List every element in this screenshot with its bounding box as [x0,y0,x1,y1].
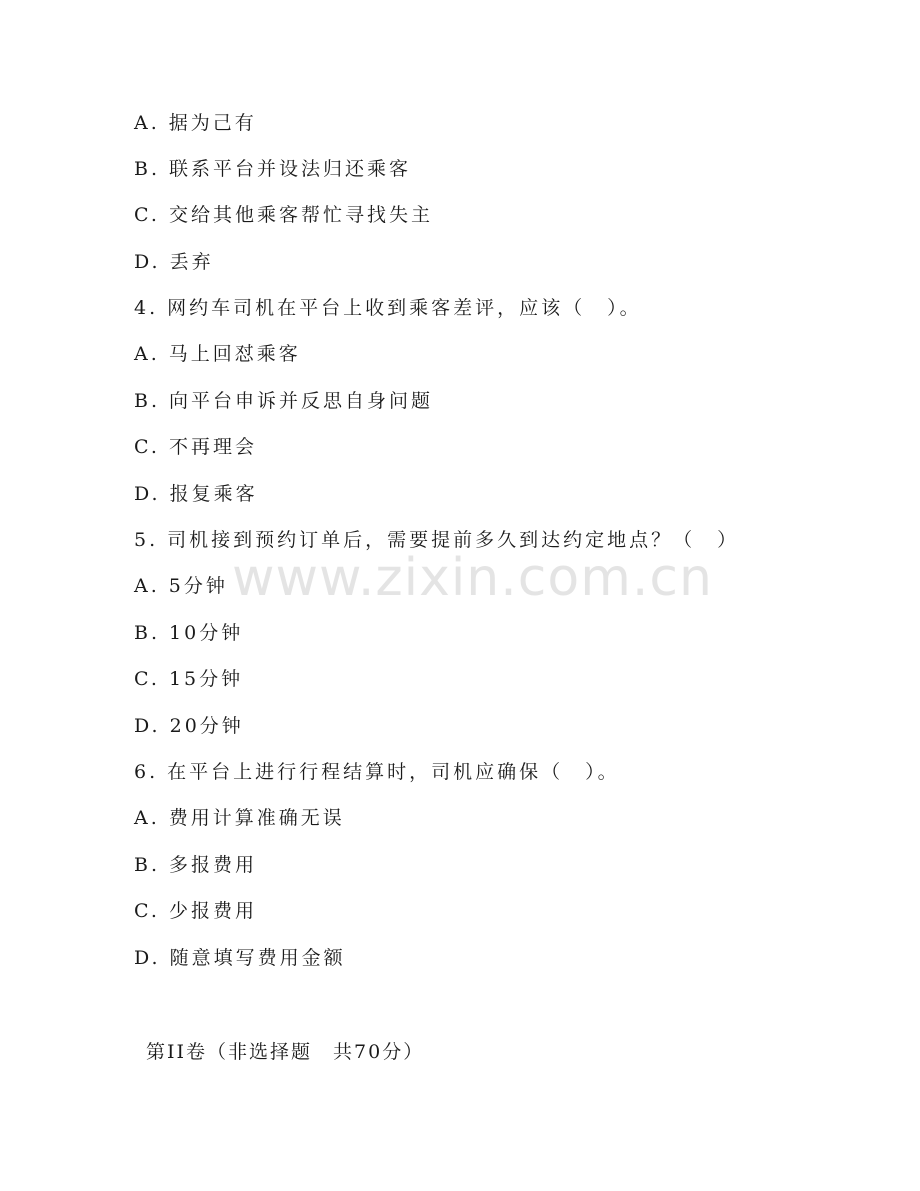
option-b-q6: B. 多报费用 [134,854,258,876]
option-d-q3: D. 丢弃 [134,251,214,273]
option-a-q4: A. 马上回怼乘客 [134,343,301,365]
option-a-q3: A. 据为己有 [134,112,257,134]
option-d-q6: D. 随意填写费用金额 [134,947,346,969]
option-d-q5: D. 20分钟 [134,715,244,737]
question-4: 4. 网约车司机在平台上收到乘客差评，应该（ ）。 [134,297,642,319]
section-heading: 第II卷（非选择题 共70分） [146,1041,425,1063]
option-a-q6: A. 费用计算准确无误 [134,807,345,829]
option-b-q4: B. 向平台申诉并反思自身问题 [134,390,434,412]
option-b-q3: B. 联系平台并设法归还乘客 [134,158,412,180]
option-b-q5: B. 10分钟 [134,622,244,644]
option-c-q4: C. 不再理会 [134,436,257,458]
option-c-q3: C. 交给其他乘客帮忙寻找失主 [134,204,433,226]
option-c-q6: C. 少报费用 [134,900,257,922]
option-a-q5: A. 5分钟 [134,575,228,597]
question-6: 6. 在平台上进行行程结算时，司机应确保（ ）。 [134,761,620,783]
watermark: www.zixin.com.cn [232,548,713,608]
option-c-q5: C. 15分钟 [134,668,244,690]
question-5: 5. 司机接到预约订单后，需要提前多久到达约定地点？（ ） [134,529,740,551]
option-d-q4: D. 报复乘客 [134,483,258,505]
